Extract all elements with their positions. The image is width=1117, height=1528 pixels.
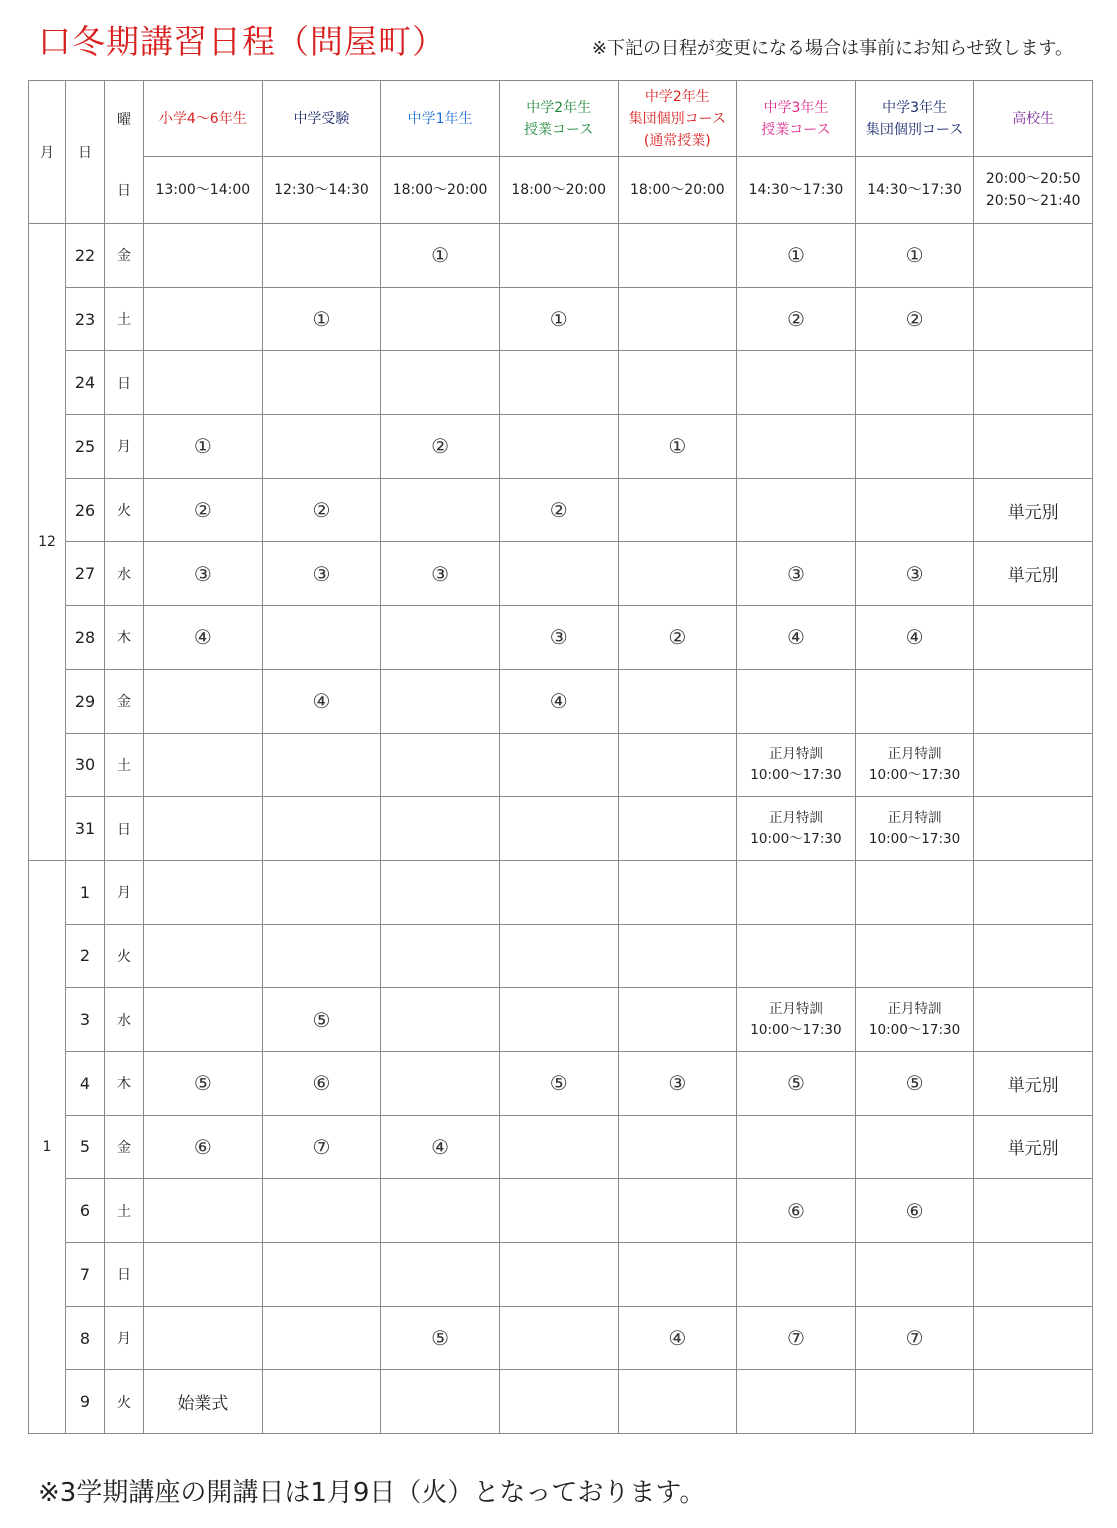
schedule-cell: ③ <box>855 542 974 606</box>
schedule-cell <box>262 606 381 670</box>
schedule-cell: ① <box>144 415 263 479</box>
schedule-cell <box>499 1370 618 1434</box>
schedule-cell <box>499 1179 618 1243</box>
schedule-cell: ② <box>499 478 618 542</box>
schedule-cell <box>262 351 381 415</box>
schedule-cell <box>144 860 263 924</box>
day-cell: 27 <box>66 542 105 606</box>
table-row <box>29 478 1093 542</box>
special-session-line: 正月特訓 <box>768 1000 823 1017</box>
schedule-cell <box>737 1243 856 1307</box>
schedule-cell <box>144 797 263 861</box>
table-row <box>29 287 1093 351</box>
day-cell: 30 <box>66 733 105 797</box>
table-row <box>29 1115 1093 1179</box>
schedule-cell <box>618 1243 737 1307</box>
day-cell: 6 <box>66 1179 105 1243</box>
schedule-cell <box>381 797 500 861</box>
special-session-line: 10:00〜17:30 <box>750 1021 842 1038</box>
schedule-cell <box>499 542 618 606</box>
schedule-cell <box>618 1179 737 1243</box>
schedule-cell <box>262 1243 381 1307</box>
table-row <box>29 1306 1093 1370</box>
weekday-cell: 金 <box>105 669 144 733</box>
schedule-cell <box>262 797 381 861</box>
special-session-line: 10:00〜17:30 <box>868 1021 961 1038</box>
day-header: 日 <box>66 81 105 224</box>
weekday-cell: 火 <box>105 1370 144 1434</box>
weekday-cell: 火 <box>105 478 144 542</box>
schedule-cell: ⑤ <box>855 1051 974 1115</box>
course-header <box>618 81 737 157</box>
table-row <box>29 224 1093 288</box>
schedule-cell: ⑤ <box>499 1051 618 1115</box>
schedule-cell <box>974 224 1093 288</box>
special-session-line: 正月特訓 <box>887 1000 942 1017</box>
course-header <box>144 81 263 157</box>
table-row <box>29 1370 1093 1434</box>
table-row <box>29 542 1093 606</box>
schedule-cell <box>737 924 856 988</box>
special-session-line: 10:00〜17:30 <box>868 766 961 783</box>
day-cell: 1 <box>66 860 105 924</box>
table-row <box>29 733 1093 797</box>
schedule-cell <box>974 606 1093 670</box>
course-time <box>618 157 737 224</box>
schedule-cell <box>381 351 500 415</box>
schedule-cell <box>737 733 856 797</box>
weekday-cell: 日 <box>105 1243 144 1307</box>
course-header-line: 集団個別コース <box>628 110 726 127</box>
weekday-cell: 金 <box>105 224 144 288</box>
schedule-cell <box>974 1306 1093 1370</box>
schedule-cell <box>381 669 500 733</box>
schedule-cell <box>737 351 856 415</box>
schedule-cell <box>618 1115 737 1179</box>
course-header-line: 授業コース <box>524 121 594 138</box>
schedule-cell <box>262 860 381 924</box>
schedule-cell <box>974 287 1093 351</box>
schedule-cell <box>974 733 1093 797</box>
schedule-cell <box>855 415 974 479</box>
course-header <box>499 81 618 157</box>
weekday-header-bottom: 日 <box>105 157 144 224</box>
schedule-cell <box>144 1179 263 1243</box>
course-header-line: 集団個別コース <box>865 121 964 138</box>
table-row <box>29 988 1093 1052</box>
schedule-cell <box>855 669 974 733</box>
schedule-cell: ③ <box>618 1051 737 1115</box>
special-session-line: 正月特訓 <box>887 745 942 762</box>
schedule-cell <box>974 860 1093 924</box>
schedule-cell <box>737 1115 856 1179</box>
schedule-cell <box>499 733 618 797</box>
schedule-cell <box>855 860 974 924</box>
course-header <box>974 81 1093 157</box>
schedule-cell <box>737 478 856 542</box>
schedule-cell <box>618 224 737 288</box>
schedule-cell: 始業式 <box>144 1370 263 1434</box>
footer-note: ※3学期講座の開講日は1月9日（火）となっております。 <box>38 1478 706 1508</box>
course-time <box>144 157 263 224</box>
schedule-cell: ⑥ <box>144 1115 263 1179</box>
schedule-cell <box>499 351 618 415</box>
schedule-cell <box>144 669 263 733</box>
schedule-cell <box>618 478 737 542</box>
course-time-line: 14:30〜17:30 <box>748 182 844 198</box>
course-time-line: 18:00〜20:00 <box>629 182 725 198</box>
schedule-cell: ① <box>381 224 500 288</box>
schedule-cell: ⑦ <box>262 1115 381 1179</box>
schedule-cell <box>144 287 263 351</box>
schedule-cell: ④ <box>499 669 618 733</box>
schedule-cell <box>974 1370 1093 1434</box>
day-cell: 4 <box>66 1051 105 1115</box>
course-header <box>262 81 381 157</box>
schedule-cell: ⑦ <box>737 1306 856 1370</box>
schedule-cell <box>499 224 618 288</box>
course-header-line: 中学3年生 <box>882 99 948 116</box>
weekday-cell: 水 <box>105 542 144 606</box>
day-cell: 25 <box>66 415 105 479</box>
course-time-line: 13:00〜14:00 <box>155 182 251 198</box>
course-time-line: 20:00〜20:50 <box>985 171 1081 187</box>
special-session-line: 10:00〜17:30 <box>750 766 842 783</box>
schedule-cell: ④ <box>855 606 974 670</box>
weekday-cell: 日 <box>105 797 144 861</box>
schedule-cell <box>381 1051 500 1115</box>
schedule-cell <box>381 924 500 988</box>
schedule-cell <box>499 860 618 924</box>
schedule-cell <box>381 733 500 797</box>
day-cell: 2 <box>66 924 105 988</box>
page-title: 口冬期講習日程（問屋町） <box>38 22 446 61</box>
weekday-cell: 木 <box>105 606 144 670</box>
schedule-cell <box>974 797 1093 861</box>
schedule-cell: ① <box>855 224 974 288</box>
schedule-cell <box>618 797 737 861</box>
special-session-line: 10:00〜17:30 <box>868 830 961 847</box>
course-header <box>381 81 500 157</box>
table-row <box>29 1179 1093 1243</box>
table-row <box>29 1051 1093 1115</box>
course-header-line: 中学受験 <box>293 110 350 127</box>
schedule-cell <box>737 415 856 479</box>
table-row <box>29 606 1093 670</box>
schedule-cell <box>974 924 1093 988</box>
schedule-cell: 単元別 <box>974 1115 1093 1179</box>
schedule-cell <box>381 1370 500 1434</box>
weekday-cell: 月 <box>105 860 144 924</box>
schedule-cell <box>618 860 737 924</box>
course-time-line: 12:30〜14:30 <box>274 182 369 198</box>
change-notice: ※下記の日程が変更になる場合は事前にお知らせ致します。 <box>591 38 1073 59</box>
schedule-cell <box>618 351 737 415</box>
weekday-cell: 水 <box>105 988 144 1052</box>
table-row <box>29 924 1093 988</box>
header-row-labels <box>29 81 1093 157</box>
schedule-cell: ④ <box>144 606 263 670</box>
schedule-cell <box>381 988 500 1052</box>
schedule-cell <box>381 478 500 542</box>
schedule-cell: ⑥ <box>855 1179 974 1243</box>
day-cell: 24 <box>66 351 105 415</box>
weekday-cell: 土 <box>105 287 144 351</box>
table-row <box>29 1243 1093 1307</box>
course-time <box>974 157 1093 224</box>
schedule-cell <box>499 1243 618 1307</box>
schedule-cell: ③ <box>381 542 500 606</box>
header-row-times <box>29 157 1093 224</box>
day-cell: 5 <box>66 1115 105 1179</box>
schedule-cell <box>618 287 737 351</box>
schedule-table <box>28 80 1093 1434</box>
schedule-cell: ③ <box>499 606 618 670</box>
schedule-cell <box>144 1306 263 1370</box>
schedule-cell <box>974 988 1093 1052</box>
schedule-cell <box>618 669 737 733</box>
schedule-cell: ② <box>262 478 381 542</box>
schedule-cell <box>974 351 1093 415</box>
schedule-cell <box>737 797 856 861</box>
schedule-cell <box>974 1243 1093 1307</box>
course-time-line: 18:00〜20:00 <box>511 182 607 198</box>
course-header-line: 中学2年生 <box>644 88 710 105</box>
schedule-cell <box>737 988 856 1052</box>
schedule-cell <box>855 988 974 1052</box>
course-time <box>855 157 974 224</box>
schedule-cell: ① <box>262 287 381 351</box>
schedule-cell: ⑥ <box>262 1051 381 1115</box>
schedule-cell: ② <box>144 478 263 542</box>
course-time <box>499 157 618 224</box>
table-row <box>29 669 1093 733</box>
schedule-cell <box>499 1115 618 1179</box>
schedule-cell <box>144 733 263 797</box>
schedule-cell: ⑤ <box>144 1051 263 1115</box>
schedule-cell <box>855 1243 974 1307</box>
weekday-cell: 土 <box>105 733 144 797</box>
schedule-cell <box>381 287 500 351</box>
schedule-cell: ② <box>618 606 737 670</box>
schedule-cell <box>499 924 618 988</box>
course-header-line: 高校生 <box>1012 110 1055 127</box>
schedule-cell: ⑥ <box>737 1179 856 1243</box>
schedule-cell: ② <box>381 415 500 479</box>
table-row <box>29 415 1093 479</box>
month-header: 月 <box>29 81 66 224</box>
schedule-cell: ④ <box>618 1306 737 1370</box>
day-cell: 22 <box>66 224 105 288</box>
course-time-line: 14:30〜17:30 <box>867 182 962 198</box>
course-time <box>381 157 500 224</box>
schedule-cell <box>144 224 263 288</box>
schedule-cell <box>262 1370 381 1434</box>
schedule-cell <box>855 797 974 861</box>
schedule-cell <box>381 1179 500 1243</box>
schedule-cell <box>144 351 263 415</box>
course-header <box>737 81 856 157</box>
schedule-cell <box>144 988 263 1052</box>
schedule-cell: ① <box>618 415 737 479</box>
weekday-cell: 金 <box>105 1115 144 1179</box>
schedule-cell <box>381 860 500 924</box>
schedule-cell <box>618 542 737 606</box>
schedule-cell <box>262 1306 381 1370</box>
schedule-cell: ② <box>855 287 974 351</box>
schedule-cell: ⑤ <box>737 1051 856 1115</box>
course-header-line: 中学1年生 <box>407 110 473 127</box>
day-cell: 8 <box>66 1306 105 1370</box>
special-session-line: 正月特訓 <box>768 809 823 826</box>
table-row <box>29 351 1093 415</box>
schedule-cell <box>618 924 737 988</box>
day-cell: 26 <box>66 478 105 542</box>
schedule-cell: ④ <box>262 669 381 733</box>
schedule-cell <box>618 988 737 1052</box>
course-header-line: 小学4〜6年生 <box>158 110 247 127</box>
schedule-cell: ⑤ <box>381 1306 500 1370</box>
schedule-cell <box>855 733 974 797</box>
schedule-cell <box>855 1115 974 1179</box>
month-cell: 12 <box>29 224 66 861</box>
schedule-cell: 単元別 <box>974 1051 1093 1115</box>
schedule-cell <box>737 860 856 924</box>
weekday-cell: 月 <box>105 415 144 479</box>
schedule-cell: ③ <box>144 542 263 606</box>
weekday-cell: 月 <box>105 1306 144 1370</box>
special-session-line: 10:00〜17:30 <box>750 830 842 847</box>
day-cell: 29 <box>66 669 105 733</box>
schedule-cell <box>737 1370 856 1434</box>
schedule-cell <box>855 478 974 542</box>
schedule-cell: ③ <box>262 542 381 606</box>
schedule-cell <box>144 1243 263 1307</box>
schedule-cell <box>618 733 737 797</box>
day-cell: 7 <box>66 1243 105 1307</box>
course-header-line: 授業コース <box>761 121 831 138</box>
course-header-line: 中学3年生 <box>763 99 829 116</box>
schedule-cell <box>855 1370 974 1434</box>
schedule-cell <box>262 224 381 288</box>
schedule-cell <box>974 669 1093 733</box>
schedule-cell <box>499 797 618 861</box>
schedule-cell: 単元別 <box>974 478 1093 542</box>
schedule-cell <box>855 924 974 988</box>
course-header <box>855 81 974 157</box>
table-row <box>29 797 1093 861</box>
schedule-cell <box>499 988 618 1052</box>
day-cell: 31 <box>66 797 105 861</box>
course-time-line: 18:00〜20:00 <box>392 182 488 198</box>
schedule-cell: ② <box>737 287 856 351</box>
month-cell: 1 <box>29 860 66 1433</box>
course-header-line: (通常授業) <box>643 132 711 149</box>
special-session-line: 正月特訓 <box>768 745 823 762</box>
weekday-cell: 木 <box>105 1051 144 1115</box>
schedule-cell: 単元別 <box>974 542 1093 606</box>
schedule-cell: ⑤ <box>262 988 381 1052</box>
schedule-cell <box>499 1306 618 1370</box>
schedule-cell <box>737 669 856 733</box>
course-time <box>737 157 856 224</box>
schedule-cell <box>262 415 381 479</box>
schedule-cell: ① <box>737 224 856 288</box>
course-time <box>262 157 381 224</box>
day-cell: 28 <box>66 606 105 670</box>
schedule-cell <box>855 351 974 415</box>
day-cell: 23 <box>66 287 105 351</box>
schedule-cell: ① <box>499 287 618 351</box>
schedule-cell <box>974 415 1093 479</box>
weekday-cell: 土 <box>105 1179 144 1243</box>
schedule-cell <box>144 924 263 988</box>
schedule-cell <box>381 1243 500 1307</box>
schedule-cell <box>262 1179 381 1243</box>
schedule-cell <box>618 1370 737 1434</box>
weekday-cell: 火 <box>105 924 144 988</box>
weekday-cell: 日 <box>105 351 144 415</box>
schedule-cell <box>974 1179 1093 1243</box>
weekday-header-top: 曜 <box>105 81 144 157</box>
schedule-cell <box>262 733 381 797</box>
table-row <box>29 860 1093 924</box>
schedule-cell <box>499 415 618 479</box>
schedule-cell <box>262 924 381 988</box>
course-time-line: 20:50〜21:40 <box>985 193 1081 209</box>
schedule-cell <box>381 606 500 670</box>
special-session-line: 正月特訓 <box>887 809 942 826</box>
schedule-cell: ③ <box>737 542 856 606</box>
schedule-cell: ⑦ <box>855 1306 974 1370</box>
schedule-cell: ④ <box>737 606 856 670</box>
day-cell: 3 <box>66 988 105 1052</box>
day-cell: 9 <box>66 1370 105 1434</box>
schedule-cell: ④ <box>381 1115 500 1179</box>
course-header-line: 中学2年生 <box>526 99 592 116</box>
